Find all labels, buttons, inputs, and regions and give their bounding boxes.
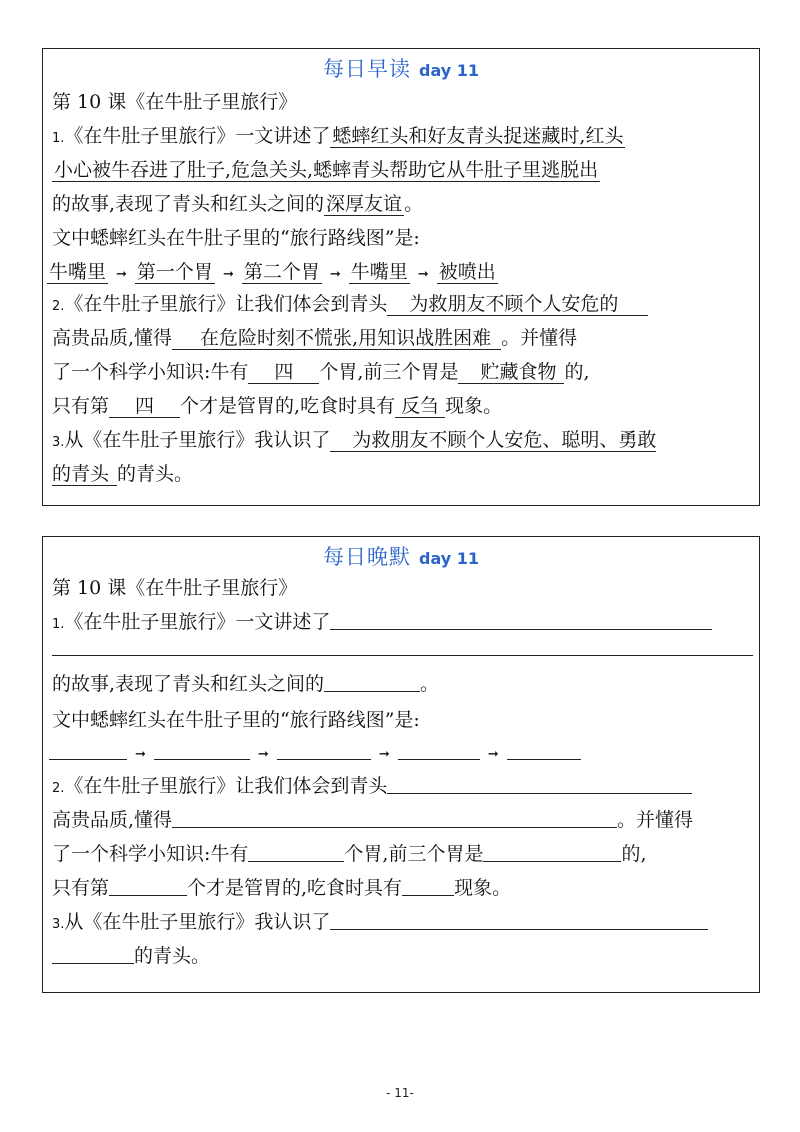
morning-q3-prefix: 从《在牛肚子里旅行》我认识了 [64,429,331,451]
morning-q1-number: 1. [52,131,65,146]
arrow-right-icon: ➞ [222,267,234,282]
evening-q2-blank-c[interactable] [248,839,344,862]
arrow-right-icon: ➞ [487,747,499,762]
morning-route-intro-text: 文中蟋蟀红头在牛肚子里的“旅行路线图”是: [52,227,420,249]
evening-q2-line4-end: 现象。 [454,877,512,899]
evening-route-blank-2[interactable] [154,737,250,760]
morning-q2-answer-e: 四 [109,395,180,418]
evening-q2-blank-e[interactable] [109,873,187,896]
evening-lesson-text: 第 10 课《在牛肚子里旅行》 [52,577,298,599]
morning-q3-answer-b: 的青头 [52,463,117,486]
morning-q2-line1 [52,287,753,321]
morning-route-step-1: 牛嘴里 [49,261,107,283]
evening-route-blank-5[interactable] [507,737,581,760]
evening-q2-blank-a[interactable] [387,771,692,794]
evening-q2-line2 [52,803,753,837]
evening-q2-blank-b[interactable] [172,805,617,828]
morning-q2-answer-a: 为救朋友不顾个人安危的 [387,293,648,316]
evening-q1-line1 [52,605,753,639]
morning-q3-line1 [52,423,753,457]
morning-q3-line2 [52,457,753,491]
page-number: - 11- [386,1086,414,1100]
evening-route-blank-4[interactable] [398,737,480,760]
evening-route-map [49,735,753,769]
evening-title-text: 每日晚默 [322,545,411,569]
morning-route-map [47,255,753,289]
morning-q2-line2-end: 。并懂得 [501,327,578,349]
morning-q2-line4-mid: 个才是管胃的,吃食时具有 [180,395,396,417]
morning-q1-answer-a: 蟋蟀红头和好友青头捉迷藏时,红头 [332,125,624,147]
morning-q2-number: 2. [52,299,65,314]
evening-q2-blank-d[interactable] [483,839,621,862]
morning-q1-answer-c: 深厚友谊 [326,193,403,215]
morning-q1-line3 [52,187,753,221]
morning-q2-prefix: 《在牛肚子里旅行》让我们体会到青头 [64,293,388,315]
morning-q3-number: 3. [52,435,65,450]
arrow-right-icon: ➞ [135,747,146,762]
arrow-right-icon: ➞ [378,747,390,762]
morning-q2-answer-b: 在危险时刻不慌张,用知识战胜困难 [172,327,501,350]
evening-q2-line4 [52,871,753,905]
evening-q1-number: 1. [52,617,65,632]
evening-route-blank-1[interactable] [49,737,127,760]
evening-route-blank-3[interactable] [277,737,371,760]
morning-q3-answer-a: 为救朋友不顾个人安危、聪明、勇敢 [330,429,656,452]
morning-q1-line3-prefix: 的故事,表现了青头和红头之间的 [52,193,325,215]
morning-q2-line4-end: 现象。 [445,395,503,417]
evening-q1-line3-end: 。 [420,673,440,695]
evening-q1-line3 [52,667,753,701]
morning-q1-answer-b: 小心被牛吞进了肚子,危急关头,蟋蟀青头帮助它从牛肚子里逃脱出 [54,159,599,181]
morning-route-step-2: 第一个胃 [136,261,213,283]
morning-q2-answer-d: 贮藏食物 [458,361,564,384]
evening-q2-line2-prefix: 高贵品质,懂得 [52,809,173,831]
evening-route-intro [52,703,753,737]
morning-q1-prefix: 《在牛肚子里旅行》一文讲述了 [64,125,331,147]
morning-lesson-text: 第 10 课《在牛肚子里旅行》 [52,91,298,113]
evening-q3-line1 [52,905,753,939]
evening-q1-line3-prefix: 的故事,表现了青头和红头之间的 [52,673,325,695]
morning-title-text: 每日早读 [322,57,411,81]
morning-q2-line3 [52,355,753,389]
morning-q1-line2 [52,153,753,187]
morning-q2-line2-prefix: 高贵品质,懂得 [52,327,173,349]
morning-q3-end: 的青头。 [117,463,194,485]
evening-q1-prefix: 《在牛肚子里旅行》一文讲述了 [64,611,331,633]
morning-q2-answer-f: 反刍 [395,395,445,418]
morning-q1-line3-end: 。 [404,193,424,215]
morning-route-step-4: 牛嘴里 [350,261,408,283]
morning-q1-line1 [52,119,753,153]
arrow-right-icon: ➞ [329,267,341,282]
evening-day-label: day 11 [418,549,480,568]
evening-q2-prefix: 《在牛肚子里旅行》让我们体会到青头 [64,775,388,797]
morning-day-label: day 11 [418,61,480,80]
arrow-right-icon: ➞ [116,267,127,282]
evening-q1-blank-full-line[interactable] [52,655,753,656]
morning-q2-line4 [52,389,753,423]
morning-q2-line3-prefix: 了一个科学小知识:牛有 [52,361,249,383]
morning-route-intro [52,221,753,255]
evening-q3-blank-b[interactable] [52,941,134,964]
evening-q1-blank-c[interactable] [324,669,420,692]
evening-q1-blank-a[interactable] [330,607,712,630]
morning-reading-card [42,48,760,506]
evening-q2-line2-end: 。并懂得 [617,809,694,831]
evening-q2-line4-mid: 个才是管胃的,吃食时具有 [187,877,403,899]
morning-q2-line2 [52,321,753,355]
morning-lesson-title [52,85,753,119]
morning-route-step-5: 被喷出 [438,261,496,283]
evening-q3-number: 3. [52,917,65,932]
evening-q2-number: 2. [52,781,65,796]
evening-q2-line3 [52,837,753,871]
evening-title [43,541,759,571]
morning-q2-line3-mid: 个胃,前三个胃是 [319,361,459,383]
arrow-right-icon: ➞ [417,267,429,282]
evening-q2-blank-f[interactable] [402,873,454,896]
evening-q3-line2 [52,939,753,973]
morning-title [43,53,759,83]
arrow-right-icon: ➞ [257,747,269,762]
evening-q2-line4-prefix: 只有第 [52,877,110,899]
evening-lesson-title [52,571,753,605]
evening-q2-line3-end: 的, [621,843,647,865]
evening-q3-blank-a[interactable] [330,907,708,930]
morning-q2-line4-prefix: 只有第 [52,395,110,417]
morning-q2-line3-end: 的, [564,361,590,383]
evening-route-intro-text: 文中蟋蟀红头在牛肚子里的“旅行路线图”是: [52,709,420,731]
evening-q3-end: 的青头。 [134,945,211,967]
morning-q2-answer-c: 四 [248,361,319,384]
evening-q2-line3-prefix: 了一个科学小知识:牛有 [52,843,249,865]
evening-q3-prefix: 从《在牛肚子里旅行》我认识了 [64,911,331,933]
evening-q2-line3-mid: 个胃,前三个胃是 [344,843,484,865]
morning-route-step-3: 第二个胃 [243,261,320,283]
evening-dictation-card [42,536,760,993]
evening-q2-line1 [52,769,753,803]
